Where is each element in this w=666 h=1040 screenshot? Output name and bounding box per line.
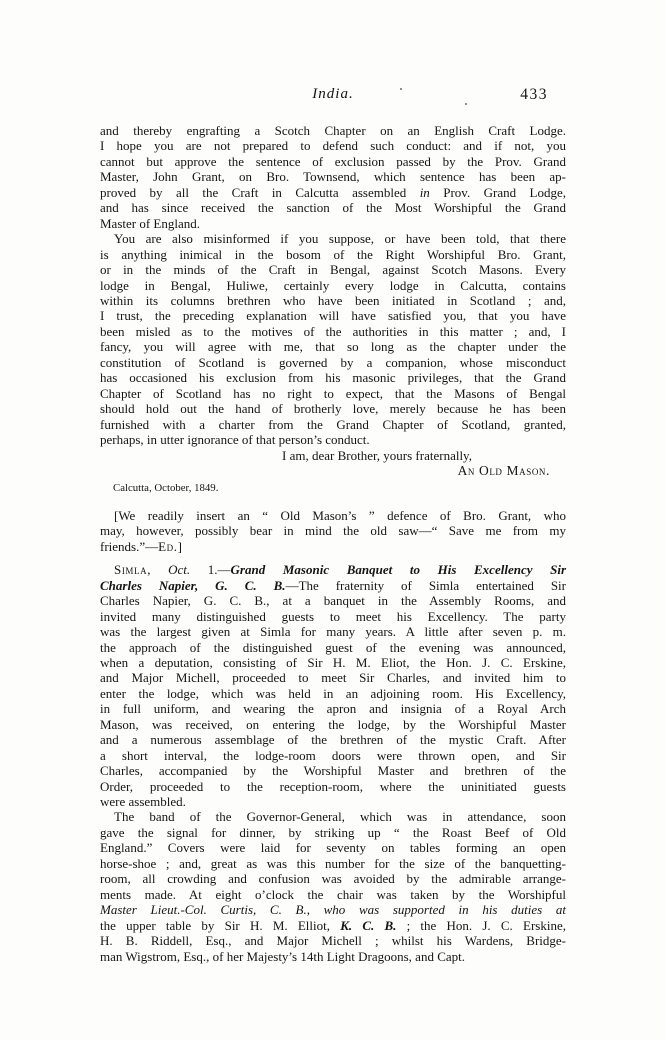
text-line [100,523,566,538]
text-line [100,200,566,215]
text-run: enter the lodge, which was held in an adjoining room. His Excellency, [100,685,566,701]
text-run: should hold out the hand of brotherly love, merely because he has been [100,401,566,417]
text-run: within its columns brethren who have been initiated in Scotland ; and, [100,292,566,308]
text-run: proved by all the Craft in Calcutta assembled [100,184,420,200]
text-run: has occasioned his exclusion from his masonic privileges, that the Grand [100,370,566,386]
text-run: England.” Covers were laid for seventy on tables forming an open [100,840,566,856]
text-line [100,324,566,339]
text-run: ] [177,538,182,554]
text-line [100,463,550,478]
text-line [100,185,566,200]
text-run: I hope you are not prepared to defend such conduct: and if not, you [100,138,566,154]
text-line [100,401,566,416]
text-run: Prov. Grand Lodge, [429,184,567,200]
text-run: I am, dear Brother, yours fraternally, [282,447,472,463]
text-run: Charles Napier, G. C. B., at a banquet in the Assembly Rooms, and [100,593,566,609]
text-run: [We readily insert an “ Old Mason’s ” defence of Bro. Grant, who [114,507,566,523]
text-run: the upper table by Sir H. M. Elliot, [100,917,341,933]
text-line [100,370,566,385]
text-line [100,231,566,246]
text-line [100,779,566,794]
text-run: Charles Napier, G. C. B. [100,577,286,593]
text-run: constitution of Scotland is governed by a companion, whose misconduct [100,354,566,370]
text-line [100,417,566,432]
paragraph-letter-body [100,231,566,447]
text-run: Oct. [168,562,191,578]
text-run: a short interval, the lodge-room doors were thrown open, and Sir [100,747,566,763]
text-line [100,748,566,763]
text-line [100,293,566,308]
text-run: , [147,562,169,578]
text-line [100,918,566,933]
editor-note [100,508,566,554]
text-line [100,655,566,670]
text-line [100,809,566,824]
scan-speck [400,88,402,90]
text-line [100,154,566,169]
paragraph-band-dinner [100,809,566,964]
text-run: cannot but approve the sentence of exclusion passed by the Prov. Grand [100,153,566,169]
text-run: horse-shoe ; and, great as was this number for the size of the banquetting- [100,855,566,871]
text-line [100,278,566,293]
text-run: or in the minds of the Craft in Bengal, against Scotch Masons. Every [100,262,566,278]
text-run: gave the signal for dinner, by striking up “ the Roast Beef of Old [100,824,566,840]
text-run: room, all crowding and confusion was avoided by the admirable arrange- [100,871,566,887]
text-run: friends.”— [100,538,159,554]
text-run: is anything inimical in the bosom of the Right Worshipful Bro. Grant, [100,246,566,262]
text-run: —The fraternity of Simla entertained Sir [285,577,566,593]
text-line [100,539,566,554]
running-title: India. [312,86,354,102]
text-run: and a numerous assemblage of the brethren of the mystic Craft. After [100,732,566,748]
text-line [100,825,566,840]
text-run: Calcutta, October, 1849. [113,482,219,495]
text-line [100,216,566,231]
text-run: Charles, accompanied by the Worshipful Master and brethren of the [100,763,566,779]
text-run: I trust, the preceding explanation will have satisfied you, that you have [100,308,566,324]
text-line [100,262,566,277]
text-run: Master of England. [100,215,201,231]
text-line [100,432,566,447]
text-line [100,123,566,138]
text-line [100,562,566,577]
text-line [100,701,566,716]
text-line [100,640,566,655]
text-run: when a deputation, consisting of Sir H. M. Eliot, the Hon. J. C. Erskine, [100,654,566,670]
text-run: the approach of the distinguished guest of the evening was announced, [100,639,566,655]
text-line [100,609,566,624]
text-line [100,732,566,747]
text-line [100,933,566,948]
text-run: and Major Michell, proceeded to meet Sir Charles, and invited him to [100,670,566,686]
text-run: The band of the Governor-General, which was in attendance, soon [114,809,566,825]
text-run: in full uniform, and wearing the apron and insignia of a Royal Arch [100,701,566,717]
text-line [100,355,566,370]
text-line [100,339,566,354]
text-run: Chapter of Scotland has no right to expect, that the Masons of Bengal [100,385,566,401]
text-line [100,840,566,855]
text-run: ; the Hon. J. C. Erskine, [396,917,566,933]
text-run: were assembled. [100,794,186,810]
text-line [100,902,566,917]
text-run: and thereby engrafting a Scotch Chapter on an English Craft Lodge. [100,123,566,138]
text-line [100,308,566,323]
text-line [100,887,566,902]
text-line [113,481,566,496]
paragraph-letter-continuation [100,123,566,231]
text-line [100,686,566,701]
text-run: may, however, possibly bear in mind the old saw—“ Save me from my [100,523,566,539]
text-line [100,169,566,184]
text-line [100,856,566,871]
text-run: invited many distinguished guests to meet his Excellency. The party [100,608,566,624]
letter-closing [100,448,566,463]
letter-dateline [100,481,566,496]
text-line [100,624,566,639]
text-line [100,247,566,262]
text-run: was the largest given at Simla for many years. A little after seven p. m. [100,624,566,640]
text-run: ments made. At eight o’clock the chair was taken by the Worshipful [100,886,566,902]
text-run: An Old Mason. [457,462,550,478]
letter-signature [100,463,566,478]
text-run: Grand Masonic Banquet to His Excellency Sir [230,562,567,578]
text-line [100,717,566,732]
text-run: Master Lieut.-Col. Curtis, C. B., who was supported in his duties at [100,902,566,918]
text-line [188,448,566,463]
text-line [100,949,566,964]
text-run: perhaps, in utter ignorance of that person’s conduct. [100,432,370,448]
text-line [100,670,566,685]
text-run: been misled as to the motives of the authorities in this matter ; and, I [100,323,566,339]
text-run: Master, John Grant, on Bro. Townsend, which sentence has been ap- [100,169,566,185]
text-line [100,794,566,809]
text-run: 1.— [190,562,231,578]
text-run: Order, proceeded to the reception-room, where the uninitiated guests [100,778,566,794]
text-run: Simla [114,562,148,578]
page-header [100,86,566,106]
text-run: man Wigstrom, Esq., of her Majesty’s 14th Light Dragoons, and Capt. [100,948,465,964]
text-run: fancy, you will agree with me, that so long as the chapter under the [100,339,566,355]
text-run: Ed. [158,538,178,554]
text-line [100,578,566,593]
text-run: lodge in Bengal, Huliwe, certainly every lodge in Calcutta, contains [100,277,566,293]
text-run: and has since received the sanction of the Most Worshipful the Grand [100,200,566,216]
paragraph-simla-banquet [100,562,566,809]
text-run: K. C. B. [340,917,397,933]
text-line [100,138,566,153]
page-number: 433 [520,86,548,103]
text-run: Mason, was received, on entering the lodge, by the Worshipful Master [100,716,566,732]
page-body [100,123,566,964]
text-run: H. B. Riddell, Esq., and Major Michell ; whilst his Wardens, Bridge- [100,933,566,949]
text-line [100,763,566,778]
text-run: You are also misinformed if you suppose, or have been told, that there [114,231,566,247]
text-line [100,593,566,608]
text-run: in [419,184,430,200]
text-block [100,86,566,964]
scan-speck [465,103,467,105]
text-line [100,871,566,886]
text-line [100,386,566,401]
text-run: furnished with a charter from the Grand Chapter of Scotland, granted, [100,416,566,432]
text-line [100,508,566,523]
